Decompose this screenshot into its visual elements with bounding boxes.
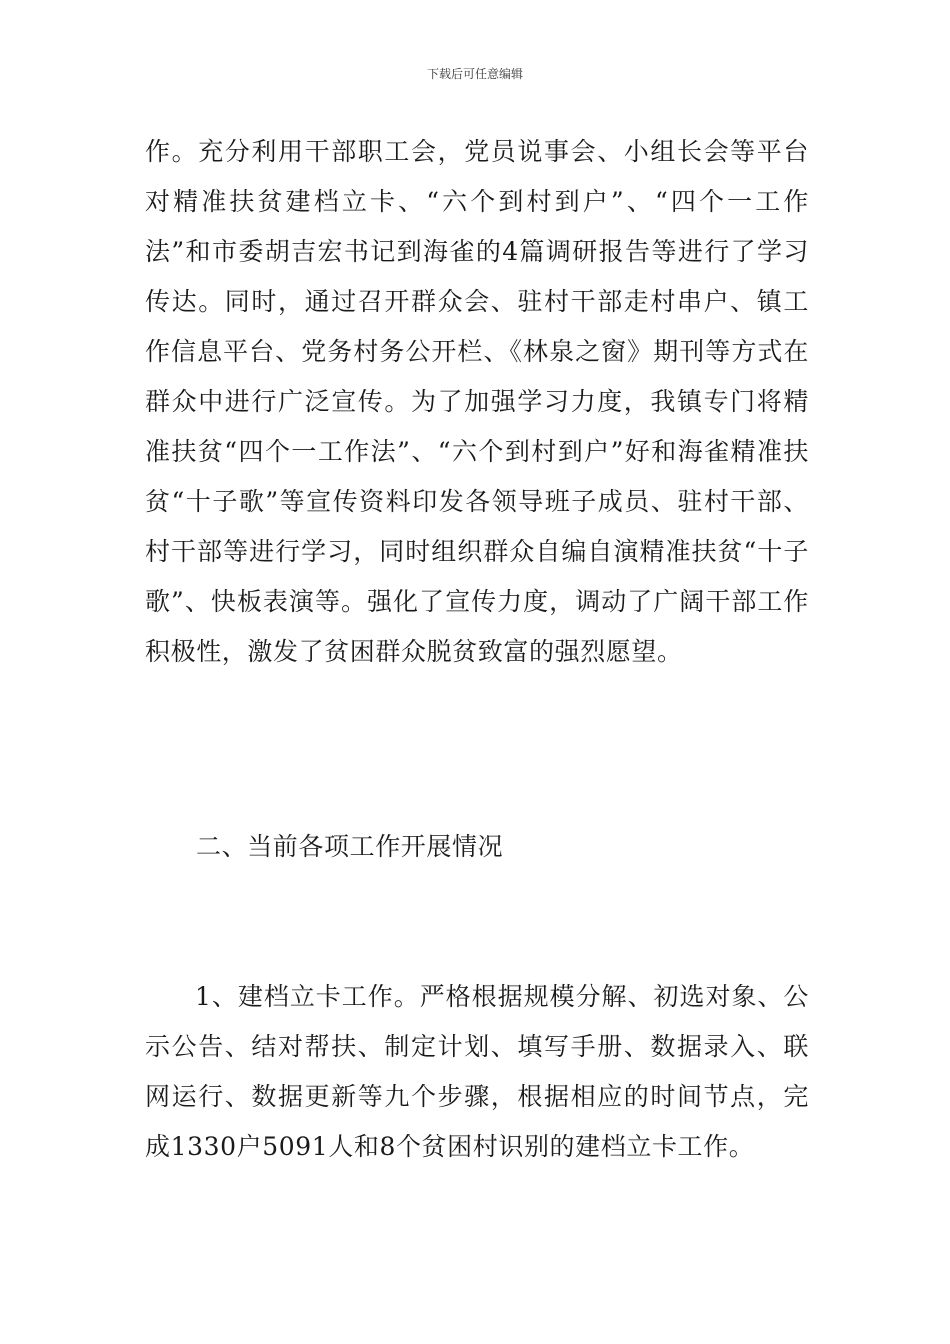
page-header: 下载后可任意编辑	[426, 67, 523, 81]
section-heading: 二、当前各项工作开展情况	[196, 832, 504, 861]
body-paragraph: 作。充分利用干部职工会，党员说事会、小组长会等平台对精准扶贫建档立卡、“六个到村到户”、“四个一工作法”和市委胡吉宏书记到海雀的4篇调研报告等进行了学习传达。同时，通过召开群众会、驻村干部走村串户、镇工作信息平台、党务村务公开栏、《林泉之窗》期刊等方式在群众中进行广泛宣传。为了加强学习力度，我镇专门将精准扶贫“四个一工作法”、“六个到村到户”好和海雀精准扶贫“十子歌”等宣传资料印发各领导班子成员、驻村干部、村干部等进行学习，同时组织群众自编自演精准扶贫“十子歌”、快板表演等。强化了宣传力度，调动了广阔干部工作积极性，激发了贫困群众脱贫致富的强烈愿望。	[145, 137, 809, 666]
body-paragraph: 1、建档立卡工作。严格根据规模分解、初选对象、公示公告、结对帮扶、制定计划、填写手册、数据录入、联网运行、数据更新等九个步骤，根据相应的时间节点，完成1330户5091人和8个贫困村识别的建档立卡工作。	[145, 982, 809, 1161]
